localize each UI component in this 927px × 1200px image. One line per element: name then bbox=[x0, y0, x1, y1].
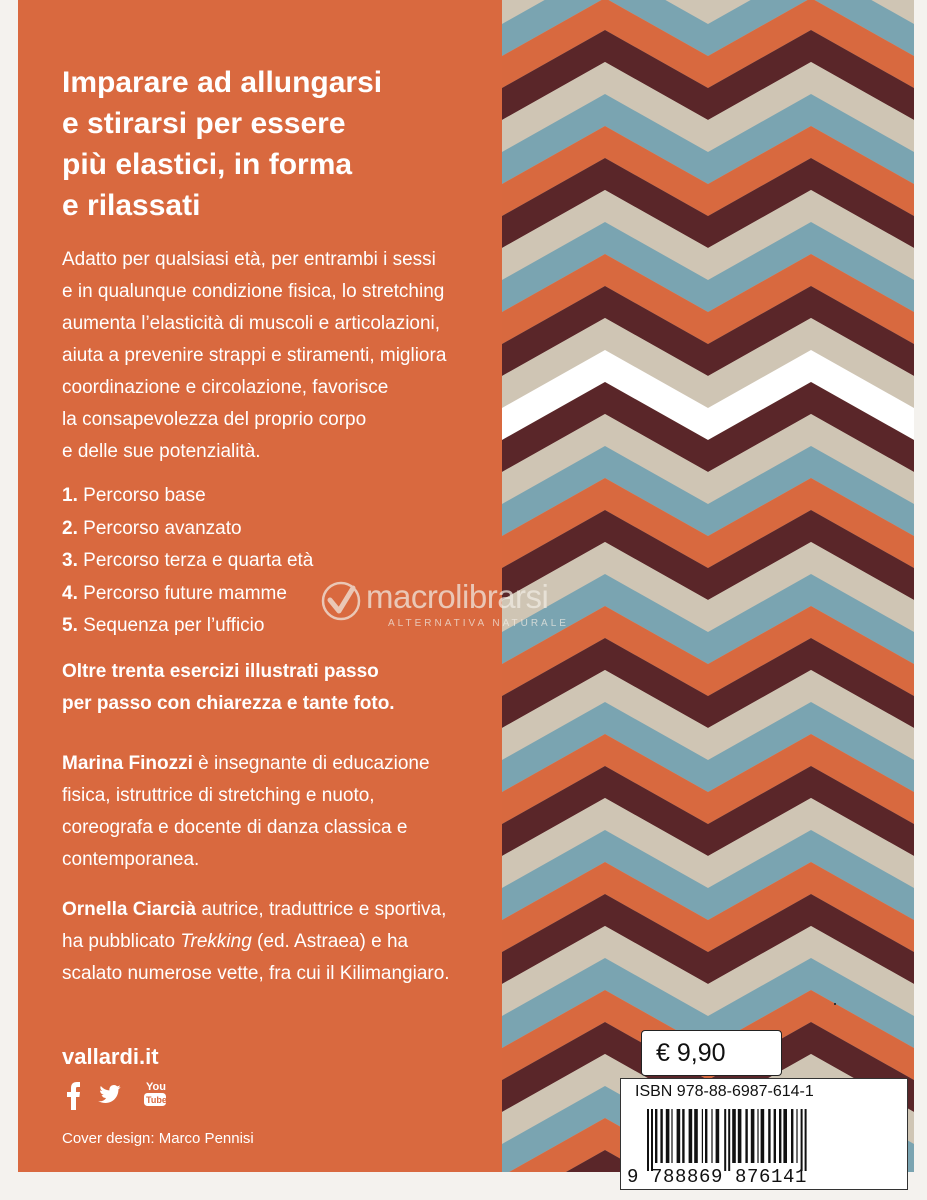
path-separator: . bbox=[72, 485, 84, 506]
barcode-bar bbox=[716, 1109, 720, 1163]
watermark bbox=[318, 576, 638, 636]
barcode-bar bbox=[751, 1109, 755, 1163]
barcode-bar bbox=[660, 1109, 662, 1163]
headline-line: Imparare ad allungarsi bbox=[62, 66, 383, 99]
barcode-bar bbox=[666, 1109, 670, 1163]
intro-line: la consapevolezza del proprio corpo bbox=[62, 409, 367, 430]
facebook-icon[interactable] bbox=[67, 1082, 80, 1110]
headline bbox=[62, 62, 482, 226]
price-sticker bbox=[641, 1030, 782, 1076]
bio-line bbox=[62, 748, 502, 780]
path-number: 2 bbox=[62, 517, 73, 539]
bio-line: coreografa e docente di danza classica e bbox=[62, 817, 408, 838]
bio-text: (ed. Astraea) e ha bbox=[251, 931, 409, 952]
barcode-bar bbox=[671, 1109, 672, 1163]
headline-line: e stirarsi per essere bbox=[62, 107, 346, 140]
author-bio-finozzi bbox=[62, 748, 502, 876]
barcode-bar bbox=[805, 1109, 807, 1171]
intro-line: e delle sue potenzialità. bbox=[62, 441, 261, 462]
intro-line: coordinazione e circolazione, favorisce bbox=[62, 377, 389, 398]
bio-line: scalato numerose vette, fra cui il Kilimangiaro. bbox=[62, 963, 450, 984]
path-number: 1 bbox=[62, 485, 73, 506]
barcode-bar bbox=[796, 1109, 797, 1163]
barcode-bar bbox=[732, 1109, 736, 1163]
price: € 9,90 bbox=[656, 1039, 726, 1067]
intro-line: aumenta l’elasticità di muscoli e articolazioni, bbox=[62, 313, 441, 334]
print-mark bbox=[834, 1003, 836, 1005]
youtube-text-bottom: Tube bbox=[146, 1095, 167, 1105]
path-number: 3 bbox=[62, 550, 73, 571]
bio-text: autrice, traduttrice e sportiva, bbox=[196, 899, 447, 920]
barcode-bar bbox=[783, 1109, 787, 1163]
barcode-bar bbox=[774, 1109, 776, 1163]
watermark-name: macrolibrarsi bbox=[366, 578, 549, 615]
barcode-bar bbox=[711, 1109, 712, 1163]
barcode-bar bbox=[651, 1109, 653, 1171]
youtube-icon[interactable] bbox=[144, 1081, 167, 1106]
path-label: Sequenza per l’ufficio bbox=[83, 615, 265, 636]
path-separator: . bbox=[72, 615, 84, 636]
barcode-bar bbox=[728, 1109, 730, 1171]
barcode-bar bbox=[689, 1109, 693, 1163]
intro-paragraph bbox=[62, 244, 502, 468]
author-bio-ciarcia bbox=[62, 894, 502, 990]
barcode-bar bbox=[724, 1109, 726, 1171]
bio-text: è insegnante di educazione bbox=[192, 753, 430, 774]
barcode bbox=[635, 1109, 900, 1171]
intro-line: e in qualunque condizione fisica, lo stretching bbox=[62, 281, 445, 302]
highlight-line: per passo con chiarezza e tante foto. bbox=[62, 693, 395, 714]
path-item bbox=[62, 513, 502, 546]
intro-line: Adatto per qualsiasi età, per entrambi i sessi bbox=[62, 249, 436, 270]
barcode-bar bbox=[655, 1109, 657, 1163]
bio-line: fisica, istruttrice di stretching e nuoto, bbox=[62, 785, 375, 806]
watermark-logo-icon bbox=[318, 578, 364, 624]
path-label: Percorso terza e quarta età bbox=[83, 550, 314, 571]
path-label: Percorso future mamme bbox=[83, 582, 287, 604]
barcode-bar bbox=[757, 1109, 758, 1163]
path-number: 4 bbox=[62, 582, 73, 604]
headline-line: più elastici, in forma bbox=[62, 148, 353, 181]
barcode-bar bbox=[791, 1109, 793, 1163]
exercises-highlight bbox=[62, 656, 502, 720]
barcode-bar bbox=[779, 1109, 781, 1163]
barcode-bar bbox=[761, 1109, 765, 1163]
path-label: Percorso base bbox=[83, 485, 206, 506]
highlight-line: Oltre trenta esercizi illustrati passo bbox=[62, 661, 379, 682]
youtube-text-top: You bbox=[146, 1081, 166, 1093]
book-title: Trekking bbox=[180, 931, 252, 952]
barcode-bar bbox=[801, 1109, 803, 1171]
path-item bbox=[62, 545, 502, 578]
barcode-bar bbox=[647, 1109, 649, 1171]
path-separator: . bbox=[72, 517, 84, 539]
barcode-bar bbox=[745, 1109, 747, 1163]
headline-line: e rilassati bbox=[62, 189, 201, 222]
author-name: Marina Finozzi bbox=[62, 753, 193, 774]
barcode-bar bbox=[694, 1109, 698, 1163]
cover-credit: Cover design: Marco Pennisi bbox=[62, 1130, 254, 1147]
bio-line bbox=[62, 926, 502, 958]
publisher-website[interactable]: vallardi.it bbox=[62, 1044, 159, 1069]
twitter-icon[interactable] bbox=[98, 1085, 121, 1103]
path-item bbox=[62, 480, 502, 513]
path-separator: . bbox=[72, 550, 84, 571]
isbn-number: ISBN 978-88-6987-614-1 bbox=[635, 1083, 814, 1100]
watermark-tagline: ALTERNATIVA NATURALE bbox=[388, 618, 569, 629]
bio-line: contemporanea. bbox=[62, 849, 200, 870]
barcode-bar bbox=[677, 1109, 681, 1163]
barcode-bar bbox=[768, 1109, 770, 1163]
barcode-bar bbox=[702, 1109, 703, 1163]
path-number: 5 bbox=[62, 615, 73, 636]
intro-line: aiuta a prevenire strappi e stiramenti, migliora bbox=[62, 345, 447, 366]
isbn-label bbox=[620, 1078, 908, 1190]
author-name: Ornella Ciarcià bbox=[62, 899, 197, 920]
barcode-bar bbox=[682, 1109, 684, 1163]
barcode-bar bbox=[738, 1109, 742, 1163]
bio-text: ha pubblicato bbox=[62, 931, 181, 952]
barcode-bar bbox=[705, 1109, 707, 1163]
path-label: Percorso avanzato bbox=[83, 517, 242, 539]
barcode-digits: 9 788869 876141 bbox=[627, 1166, 808, 1188]
social-links bbox=[62, 1080, 182, 1120]
social-icons bbox=[62, 1080, 182, 1120]
path-separator: . bbox=[72, 582, 84, 604]
bio-line bbox=[62, 894, 502, 926]
